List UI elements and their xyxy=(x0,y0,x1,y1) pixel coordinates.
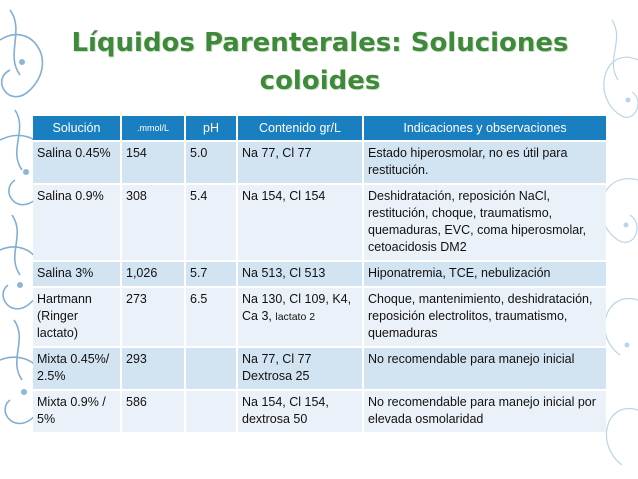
cell-indicaciones: Hiponatremia, TCE, nebulización xyxy=(363,261,606,287)
solutions-table xyxy=(33,116,606,432)
cell-contenido-main: Na 130, Cl 109, K4, Ca 3, xyxy=(242,292,352,323)
slide-title-line-1: Líquidos Parenterales: Soluciones xyxy=(71,28,569,58)
table-row xyxy=(33,261,606,287)
cell-contenido-suffix: lactato 2 xyxy=(275,311,316,323)
cell-indicaciones: Choque, mantenimiento, deshidratación, reposición electrolitos, traumatismo, quemaduras xyxy=(363,287,606,347)
cell-solucion: Mixta 0.9% / 5% xyxy=(33,390,121,432)
cell-ph xyxy=(185,347,237,390)
cell-solucion: Salina 0.45% xyxy=(33,141,121,184)
cell-indicaciones: No recomendable para manejo inicial por elevada osmolaridad xyxy=(363,390,606,432)
slide-title-block xyxy=(30,24,610,100)
cell-contenido: Na 77, Cl 77 xyxy=(237,141,363,184)
cell-ph: 5.7 xyxy=(185,261,237,287)
cell-ph: 5.0 xyxy=(185,141,237,184)
cell-contenido: Na 513, Cl 513 xyxy=(237,261,363,287)
cell-indicaciones: Deshidratación, reposición NaCl, restitución, choque, traumatismo, quemaduras, EVC, coma hiperosmolar, cetoacidosis DM2 xyxy=(363,184,606,261)
header-solucion: Solución xyxy=(33,116,121,141)
cell-contenido xyxy=(237,287,363,347)
cell-ph: 6.5 xyxy=(185,287,237,347)
header-indicaciones: Indicaciones y observaciones xyxy=(363,116,606,141)
slide-title xyxy=(30,24,610,100)
header-ph: pH xyxy=(185,116,237,141)
header-mmol: .mmol/L xyxy=(121,116,185,141)
cell-solucion: Salina 0.9% xyxy=(33,184,121,261)
cell-indicaciones: Estado hiperosmolar, no es útil para restitución. xyxy=(363,141,606,184)
cell-mmol: 154 xyxy=(121,141,185,184)
table-row xyxy=(33,184,606,261)
table-row xyxy=(33,390,606,432)
table-header-row xyxy=(33,116,606,141)
table-row xyxy=(33,141,606,184)
cell-mmol: 308 xyxy=(121,184,185,261)
cell-solucion: Mixta 0.45%/ 2.5% xyxy=(33,347,121,390)
cell-ph: 5.4 xyxy=(185,184,237,261)
cell-mmol: 586 xyxy=(121,390,185,432)
cell-indicaciones: No recomendable para manejo inicial xyxy=(363,347,606,390)
cell-solucion: Salina 3% xyxy=(33,261,121,287)
cell-solucion: Hartmann (Ringer lactato) xyxy=(33,287,121,347)
cell-contenido: Na 154, Cl 154, dextrosa 50 xyxy=(237,390,363,432)
cell-ph xyxy=(185,390,237,432)
cell-contenido: Na 154, Cl 154 xyxy=(237,184,363,261)
cell-contenido: Na 77, Cl 77 Dextrosa 25 xyxy=(237,347,363,390)
cell-mmol: 293 xyxy=(121,347,185,390)
cell-mmol: 273 xyxy=(121,287,185,347)
table-row xyxy=(33,347,606,390)
cell-mmol: 1,026 xyxy=(121,261,185,287)
header-contenido: Contenido gr/L xyxy=(237,116,363,141)
slide-title-line-2: coloides xyxy=(259,66,381,96)
table-row xyxy=(33,287,606,347)
